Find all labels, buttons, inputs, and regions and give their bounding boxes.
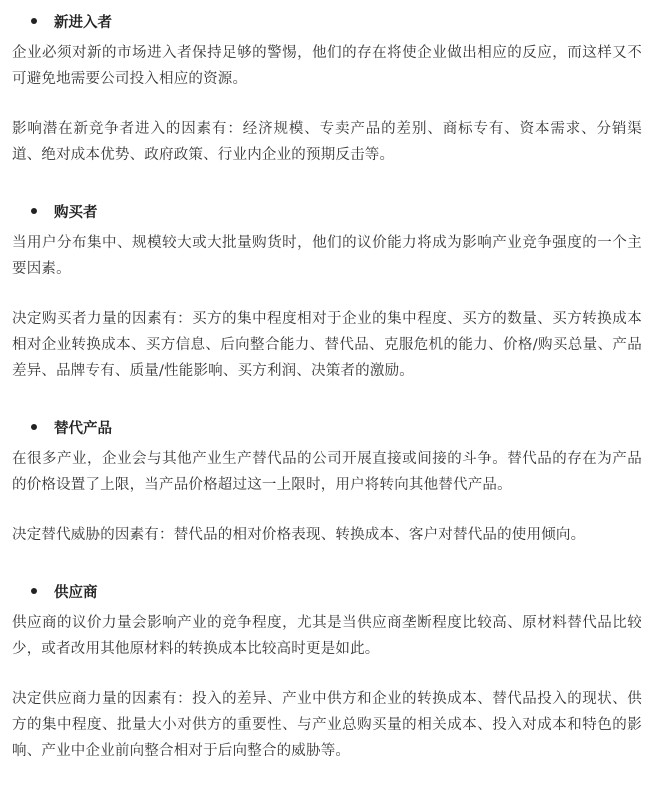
section-heading-text: 供应商 bbox=[54, 584, 98, 601]
section-buyers bbox=[12, 198, 642, 384]
section-heading-text: 新进入者 bbox=[54, 14, 112, 31]
section-suppliers bbox=[12, 578, 642, 764]
section-heading bbox=[31, 414, 642, 440]
bullet-icon bbox=[31, 424, 37, 430]
paragraph: 当用户分布集中、规模较大或大批量购货时，他们的议价能力将成为影响产业竞争强度的一个主要因素。 bbox=[12, 235, 642, 277]
section-heading-text: 购买者 bbox=[54, 204, 98, 221]
paragraph: 企业必须对新的市场进入者保持足够的警惕，他们的存在将使企业做出相应的反应，而这样又不可避免地需要公司投入相应的资源。 bbox=[12, 45, 642, 87]
paragraph: 决定替代威胁的因素有：替代品的相对价格表现、转换成本、客户对替代品的使用倾向。 bbox=[12, 527, 586, 543]
section-new-entrants bbox=[12, 8, 642, 168]
section-heading-text: 替代产品 bbox=[54, 420, 112, 437]
section-heading bbox=[31, 578, 642, 604]
bullet-icon bbox=[31, 18, 37, 24]
paragraph: 在很多产业，企业会与其他产业生产替代品的公司开展直接或间接的斗争。替代品的存在为产品的价格设置了上限，当产品价格超过这一上限时，用户将转向其他替代产品。 bbox=[12, 451, 642, 493]
paragraph: 决定购买者力量的因素有：买方的集中程度相对于企业的集中程度、买方的数量、买方转换成本相对企业转换成本、买方信息、后向整合能力、替代品、克服危机的能力、价格/购买总量、产品差异、品牌专有、质量/性能影响、买方利润、决策者的激励。 bbox=[12, 311, 642, 379]
section-heading bbox=[31, 198, 642, 224]
paragraph: 决定供应商力量的因素有：投入的差异、产业中供方和企业的转换成本、替代品投入的现状、供方的集中程度、批量大小对供方的重要性、与产业总购买量的相关成本、投入对成本和特色的影响、产业中企业前向整合相对于后向整合的威胁等。 bbox=[12, 691, 642, 759]
paragraph: 供应商的议价力量会影响产业的竞争程度，尤其是当供应商垄断程度比较高、原材料替代品比较少，或者改用其他原材料的转换成本比较高时更是如此。 bbox=[12, 615, 642, 657]
bullet-icon bbox=[31, 208, 37, 214]
section-substitutes bbox=[12, 414, 642, 548]
paragraph: 影响潜在新竞争者进入的因素有：经济规模、专卖产品的差别、商标专有、资本需求、分销渠道、绝对成本优势、政府政策、行业内企业的预期反击等。 bbox=[12, 121, 642, 163]
section-heading bbox=[31, 8, 642, 34]
bullet-icon bbox=[31, 588, 37, 594]
